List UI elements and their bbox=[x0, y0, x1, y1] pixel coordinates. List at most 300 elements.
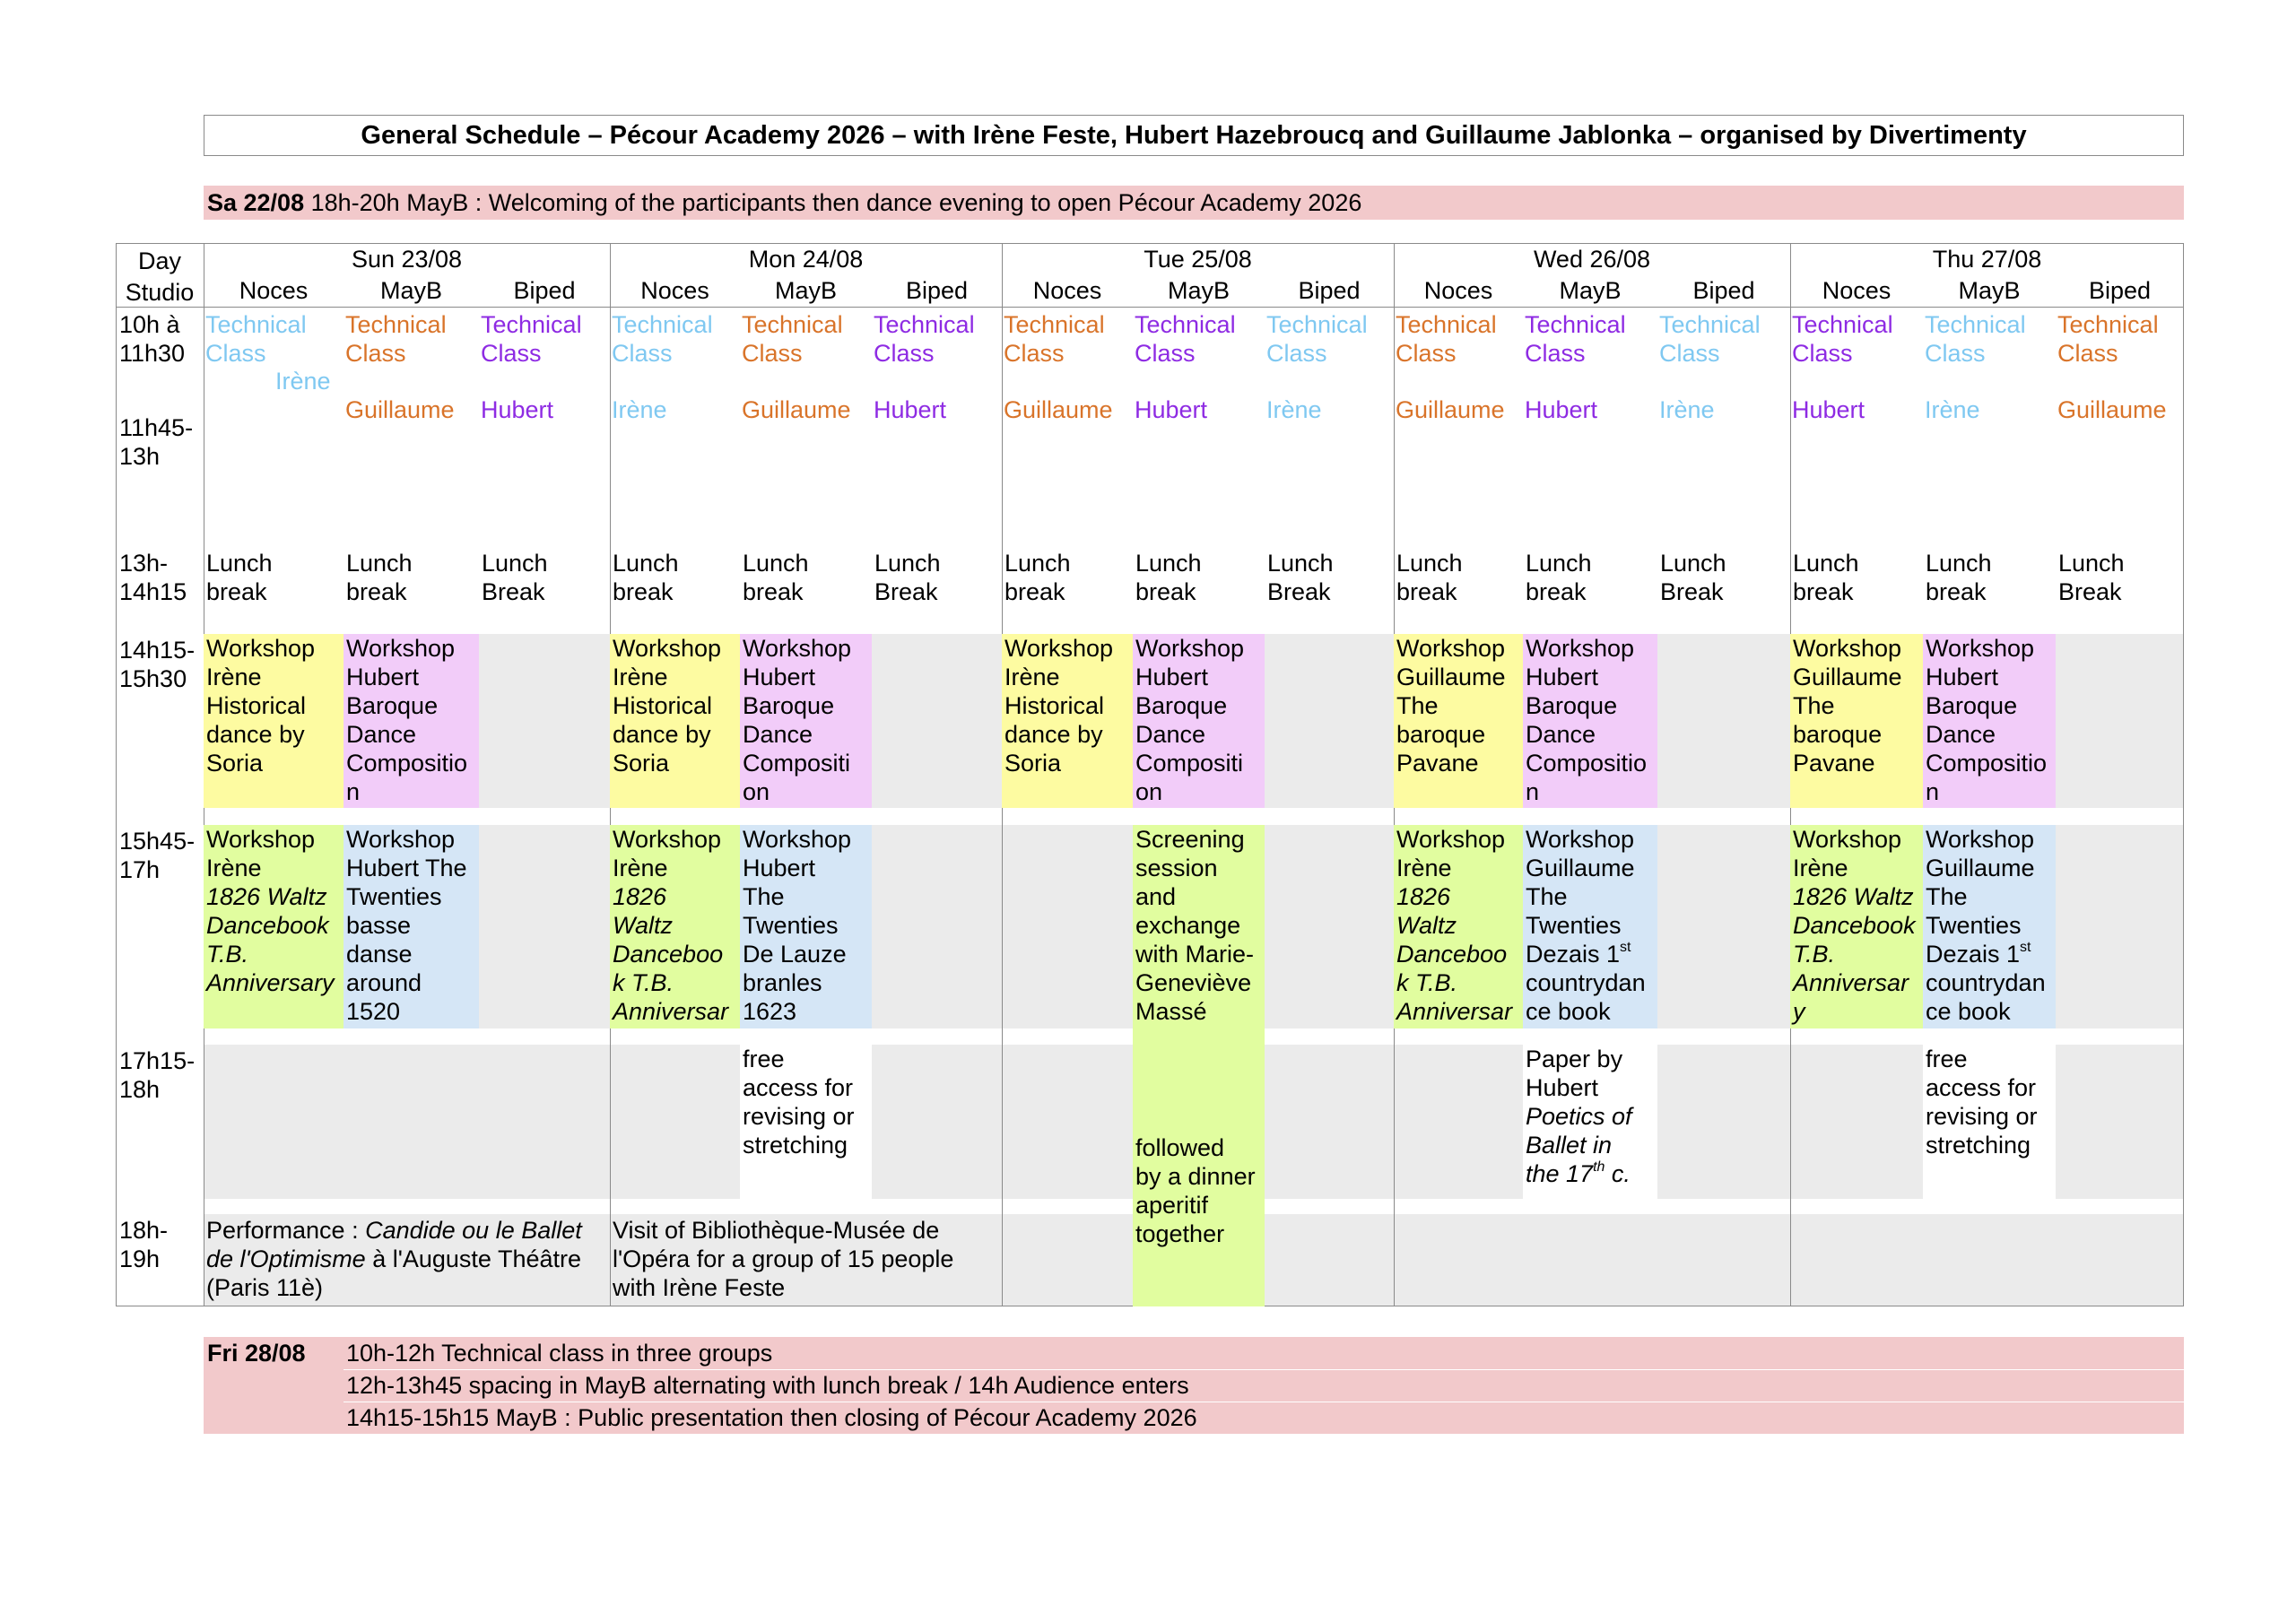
ws-line: Dancebook bbox=[206, 912, 329, 939]
lunch-cell bbox=[1523, 549, 1592, 606]
screening-line: Geneviève bbox=[1135, 969, 1252, 996]
perf-italic: Candide ou le Ballet bbox=[365, 1217, 582, 1244]
closing-line: 10h-12h Technical class in three groups bbox=[346, 1340, 773, 1367]
technical-class bbox=[345, 310, 447, 368]
tc-line: Class bbox=[1792, 340, 1853, 367]
followed-line: together bbox=[1135, 1220, 1225, 1247]
screening-line: session bbox=[1135, 855, 1218, 881]
lunch-text: Lunch bbox=[206, 550, 273, 577]
ws-line: T.B. bbox=[206, 941, 249, 968]
ws-line: Twenties bbox=[1526, 912, 1622, 939]
lunch-text: Lunch bbox=[1926, 550, 1992, 577]
ws-line: Waltz bbox=[1396, 912, 1457, 939]
tc-line: Class bbox=[1135, 340, 1196, 367]
ws-line: Irène bbox=[206, 855, 262, 881]
ws-line: ce book bbox=[1526, 998, 1611, 1025]
ws-line: Compositio bbox=[1926, 750, 2048, 777]
lunch-text: break bbox=[206, 578, 267, 605]
time-text: 15h30 bbox=[119, 665, 187, 692]
paper-line: Paper by bbox=[1526, 1046, 1623, 1072]
ws-line: The bbox=[1526, 883, 1568, 910]
followed-line: aperitif bbox=[1135, 1192, 1209, 1219]
lunch-text: Lunch bbox=[743, 550, 809, 577]
ws-line: Workshop bbox=[1135, 635, 1245, 662]
studio-header: Noces bbox=[1822, 277, 1892, 304]
workshop-irene-waltz bbox=[1394, 825, 1523, 1028]
lunch-text: Lunch bbox=[1396, 550, 1463, 577]
lunch-text: Lunch bbox=[1660, 550, 1726, 577]
time-text: 14h15 bbox=[119, 578, 187, 605]
paper-line: Hubert bbox=[1526, 1074, 1599, 1101]
paper-line bbox=[1526, 1159, 1657, 1188]
free-line: revising or bbox=[743, 1103, 855, 1130]
lunch-text: Lunch bbox=[613, 550, 679, 577]
tc-line: Class bbox=[742, 340, 803, 367]
ws-line: 1826 Waltz bbox=[1793, 883, 1914, 910]
technical-class bbox=[1135, 310, 1236, 368]
studio-header: MayB bbox=[1167, 277, 1231, 304]
workshop-hubert-baroque bbox=[1923, 634, 2056, 808]
technical-class bbox=[1396, 310, 1497, 368]
lunch-text: break bbox=[1526, 578, 1587, 605]
time-text: 13h bbox=[119, 443, 161, 470]
technical-class bbox=[742, 310, 843, 368]
teacher-name: Guillaume bbox=[1396, 396, 1505, 423]
workshop-guillaume-pavane bbox=[1790, 634, 1923, 808]
ws-line: Dance bbox=[1926, 721, 1996, 748]
ws-line: Dance bbox=[743, 721, 813, 748]
free-line: free bbox=[743, 1046, 785, 1072]
workshop-irene-waltz bbox=[204, 825, 344, 1028]
tc-line: Class bbox=[612, 340, 673, 367]
time-text: 11h30 bbox=[119, 340, 186, 367]
ws-line: Pavane bbox=[1396, 750, 1479, 777]
ws-line: Hubert The bbox=[346, 855, 467, 881]
workshop-irene-soria bbox=[1002, 634, 1133, 808]
tc-line: Technical bbox=[1925, 311, 2026, 338]
header-divider bbox=[116, 307, 2184, 308]
ws-text: Dezais 1 bbox=[1526, 941, 1621, 968]
visit-line: Visit of Bibliothèque-Musée de bbox=[613, 1217, 940, 1244]
lunch-text: Lunch bbox=[1267, 550, 1334, 577]
ws-line: Guillaume bbox=[1526, 855, 1635, 881]
tc-line: Class bbox=[1266, 340, 1327, 367]
technical-class bbox=[1266, 310, 1368, 368]
ws-line: countrydan bbox=[1926, 969, 2046, 996]
ws-line: The bbox=[1926, 883, 1968, 910]
ws-line: Workshop bbox=[1926, 635, 2035, 662]
perf-italic: de l'Optimisme bbox=[206, 1245, 366, 1272]
ws-line: Dance bbox=[346, 721, 417, 748]
ws-line: basse bbox=[346, 912, 412, 939]
lunch-text: Break bbox=[1660, 578, 1724, 605]
lunch-cell bbox=[1133, 549, 1202, 606]
ws-line: Historical bbox=[1004, 692, 1105, 719]
superscript: st bbox=[1620, 940, 1631, 955]
ws-line: n bbox=[1526, 778, 1540, 805]
teacher-name: Guillaume bbox=[742, 396, 851, 423]
ws-line: Soria bbox=[1004, 750, 1062, 777]
lunch-text: Lunch bbox=[1135, 550, 1202, 577]
lunch-text: break bbox=[346, 578, 407, 605]
ws-line: branles bbox=[743, 969, 822, 996]
ws-line: Guillaume bbox=[1396, 664, 1506, 690]
ws-line: around bbox=[346, 969, 422, 996]
time-slot-3 bbox=[119, 549, 202, 606]
tc-line: Class bbox=[1004, 340, 1065, 367]
lunch-cell bbox=[1265, 549, 1334, 606]
ws-line: Hubert bbox=[1135, 664, 1209, 690]
workshop-hubert-baroque bbox=[344, 634, 479, 808]
time-text: 17h bbox=[119, 856, 161, 883]
technical-class bbox=[2057, 310, 2159, 368]
free-line: revising or bbox=[1926, 1103, 2038, 1130]
studio-header: Noces bbox=[1423, 277, 1493, 304]
ws-line: 1826 Waltz bbox=[206, 883, 327, 910]
perf-text: à l'Auguste Théâtre bbox=[365, 1245, 582, 1272]
ws-line bbox=[1926, 940, 2056, 968]
workshop-irene-waltz bbox=[1790, 825, 1923, 1028]
tc-line: Class bbox=[1396, 340, 1457, 367]
lunch-text: break bbox=[1004, 578, 1065, 605]
free-access bbox=[740, 1045, 872, 1199]
ws-line: Irène bbox=[206, 664, 262, 690]
ws-line: baroque bbox=[1793, 721, 1883, 748]
lunch-cell bbox=[2056, 549, 2125, 606]
ws-line: 1826 bbox=[1396, 883, 1451, 910]
lunch-cell bbox=[1002, 549, 1071, 606]
ws-line: T.B. bbox=[1793, 941, 1836, 968]
ws-line: Pavane bbox=[1793, 750, 1875, 777]
day-header: Mon 24/08 bbox=[748, 246, 864, 273]
ws-line: Baroque bbox=[1135, 692, 1228, 719]
ws-line: Hubert bbox=[1526, 664, 1599, 690]
ws-line: Baroque bbox=[346, 692, 439, 719]
workshop-irene-soria bbox=[610, 634, 740, 808]
ws-text: Dezais 1 bbox=[1926, 941, 2021, 968]
ws-line: Guillaume bbox=[1793, 664, 1902, 690]
followed-line: by a dinner bbox=[1135, 1163, 1256, 1190]
ws-line: Danceboo bbox=[613, 941, 724, 968]
ws-line: Workshop bbox=[206, 635, 316, 662]
lunch-cell bbox=[344, 549, 413, 606]
time-slot-2 bbox=[119, 413, 202, 471]
tc-line: Class bbox=[874, 340, 935, 367]
day-header: Sun 23/08 bbox=[351, 246, 463, 273]
tc-line: Technical bbox=[345, 311, 447, 338]
time-text: 11h45- bbox=[119, 414, 194, 441]
tc-line: Technical bbox=[205, 311, 307, 338]
screening-line: Massé bbox=[1135, 998, 1207, 1025]
ws-line: k T.B. bbox=[613, 969, 674, 996]
lunch-text: break bbox=[1926, 578, 1987, 605]
lunch-text: break bbox=[1396, 578, 1457, 605]
technical-class bbox=[1659, 310, 1761, 368]
lunch-cell bbox=[1394, 549, 1463, 606]
time-slot-5 bbox=[119, 827, 202, 884]
lunch-text: break bbox=[1793, 578, 1854, 605]
teacher-name: Hubert bbox=[1135, 396, 1208, 423]
teacher-name: Hubert bbox=[1525, 396, 1598, 423]
lunch-text: Lunch bbox=[874, 550, 941, 577]
ws-line: Workshop bbox=[346, 635, 456, 662]
day-header: Wed 26/08 bbox=[1533, 246, 1651, 273]
performance bbox=[204, 1216, 610, 1302]
ws-line: Workshop bbox=[346, 826, 456, 853]
lunch-text: break bbox=[743, 578, 804, 605]
ws-line: Historical bbox=[206, 692, 307, 719]
lunch-text: Lunch bbox=[346, 550, 413, 577]
time-text: 19h bbox=[119, 1245, 161, 1272]
tc-line: Technical bbox=[742, 311, 843, 338]
teacher-name: Guillaume bbox=[1004, 396, 1113, 423]
lunch-text: Break bbox=[482, 578, 545, 605]
technical-class bbox=[1925, 310, 2026, 368]
paper-hubert bbox=[1523, 1045, 1657, 1199]
ws-line: Dance bbox=[1135, 721, 1206, 748]
visit-line: with Irène Feste bbox=[613, 1274, 786, 1301]
ws-line: y bbox=[1793, 998, 1805, 1025]
technical-class bbox=[481, 310, 582, 368]
ws-line: Irène bbox=[1004, 664, 1060, 690]
ws-line: Workshop bbox=[1396, 635, 1506, 662]
lunch-text: Break bbox=[874, 578, 938, 605]
free-access bbox=[1923, 1045, 2056, 1199]
tc-line: Technical bbox=[1525, 311, 1626, 338]
opening-text: 18h-20h MayB : Welcoming of the participants then dance evening to open Pécour Academy 2026 bbox=[310, 189, 1362, 216]
tc-line: Technical bbox=[612, 311, 713, 338]
tc-line: Class bbox=[205, 340, 266, 367]
teacher-name: Guillaume bbox=[345, 396, 455, 423]
day-header: Thu 27/08 bbox=[1932, 246, 2042, 273]
lunch-text: Lunch bbox=[1793, 550, 1859, 577]
ws-line: Danceboo bbox=[1396, 941, 1508, 968]
tc-line: Technical bbox=[1659, 311, 1761, 338]
ws-line: The bbox=[1396, 692, 1439, 719]
ws-line: k T.B. bbox=[1396, 969, 1458, 996]
teacher-name: Irène bbox=[275, 368, 331, 395]
perf-line: (Paris 11è) bbox=[206, 1274, 324, 1301]
ws-line: Hubert bbox=[743, 855, 816, 881]
free-line: access for bbox=[743, 1074, 854, 1101]
closing-line: 12h-13h45 spacing in MayB alternating with lunch break / 14h Audience enters bbox=[346, 1372, 1189, 1399]
screening-line: Screening bbox=[1135, 826, 1245, 853]
time-text: 17h15- bbox=[119, 1047, 196, 1074]
ws-line: Workshop bbox=[206, 826, 316, 853]
teacher-name: Irène bbox=[1266, 396, 1322, 423]
tc-line: Class bbox=[345, 340, 406, 367]
ws-line: Hubert bbox=[743, 664, 816, 690]
paper-line bbox=[1526, 1131, 1657, 1159]
lunch-text: Break bbox=[2058, 578, 2122, 605]
ws-line: countrydan bbox=[1526, 969, 1646, 996]
perf-text: Performance : bbox=[206, 1217, 366, 1244]
studio-header: Noces bbox=[239, 277, 309, 304]
teacher-name: Irène bbox=[1925, 396, 1980, 423]
superscript: th bbox=[1593, 1159, 1605, 1175]
teacher-name: Hubert bbox=[481, 396, 554, 423]
paper-italic: the 17 bbox=[1526, 1160, 1594, 1187]
ws-line: Workshop bbox=[1004, 635, 1114, 662]
ws-line: Workshop bbox=[1396, 826, 1506, 853]
ws-line: Baroque bbox=[1926, 692, 2018, 719]
ws-line: Twenties bbox=[346, 883, 442, 910]
workshop-irene-soria bbox=[204, 634, 344, 808]
lunch-cell bbox=[204, 549, 273, 606]
ws-line bbox=[1526, 940, 1657, 968]
studio-header: Biped bbox=[2088, 277, 2152, 304]
ws-line: Twenties bbox=[743, 912, 839, 939]
time-text: 18h- bbox=[119, 1217, 169, 1244]
ws-line: 1623 bbox=[743, 998, 797, 1025]
closing-line: 14h15-15h15 MayB : Public presentation then closing of Pécour Academy 2026 bbox=[346, 1404, 1197, 1431]
time-slot-4 bbox=[119, 636, 202, 693]
teacher-name: Guillaume bbox=[2057, 396, 2167, 423]
technical-class bbox=[874, 310, 975, 368]
studio-header: MayB bbox=[379, 277, 443, 304]
opening-event bbox=[204, 186, 2184, 220]
ws-line: on bbox=[1135, 778, 1163, 805]
time-text: 10h à bbox=[119, 311, 180, 338]
workshop-hubert-twenties bbox=[740, 825, 872, 1028]
lunch-cell bbox=[479, 549, 548, 606]
ws-line: Hubert bbox=[1926, 664, 1999, 690]
studio-header: Noces bbox=[1032, 277, 1102, 304]
workshop-irene-waltz bbox=[610, 825, 740, 1028]
lunch-text: Break bbox=[1267, 578, 1331, 605]
time-text: 13h- bbox=[119, 550, 169, 577]
ws-line: on bbox=[743, 778, 770, 805]
free-line: stretching bbox=[1926, 1132, 2031, 1159]
ws-line: dance by bbox=[613, 721, 711, 748]
tc-line: Technical bbox=[874, 311, 975, 338]
ws-line: Compositi bbox=[743, 750, 851, 777]
closing-divider bbox=[344, 1369, 2184, 1370]
lunch-text: Lunch bbox=[482, 550, 548, 577]
tc-line: Class bbox=[481, 340, 542, 367]
workshop-hubert-baroque bbox=[1133, 634, 1265, 808]
ws-line: n bbox=[1926, 778, 1940, 805]
ws-line: Twenties bbox=[1926, 912, 2022, 939]
free-line: free bbox=[1926, 1046, 1968, 1072]
ws-line: Workshop bbox=[613, 826, 722, 853]
tc-line: Technical bbox=[481, 311, 582, 338]
time-slot-1 bbox=[119, 310, 202, 368]
workshop-hubert-baroque bbox=[1523, 634, 1657, 808]
lunch-cell bbox=[872, 549, 941, 606]
lunch-text: break bbox=[1135, 578, 1196, 605]
time-slot-7 bbox=[119, 1216, 202, 1273]
lunch-cell bbox=[1657, 549, 1726, 606]
ws-line: Waltz bbox=[613, 912, 674, 939]
workshop-hubert-twenties bbox=[344, 825, 479, 1028]
ws-line: Irène bbox=[613, 664, 668, 690]
tc-line: Technical bbox=[2057, 311, 2159, 338]
library-visit bbox=[610, 1216, 1002, 1302]
workshop-hubert-baroque bbox=[740, 634, 872, 808]
visit-line: l'Opéra for a group of 15 people bbox=[613, 1245, 954, 1272]
ws-line: Workshop bbox=[1926, 826, 2035, 853]
time-text: 15h45- bbox=[119, 828, 196, 855]
ws-line: Baroque bbox=[743, 692, 835, 719]
paper-line bbox=[1526, 1102, 1657, 1131]
ws-line: ce book bbox=[1926, 998, 2011, 1025]
ws-line: Workshop bbox=[1793, 635, 1902, 662]
paper-italic: c. bbox=[1605, 1160, 1631, 1187]
ws-line: Anniversar bbox=[613, 998, 729, 1025]
screening-line: exchange bbox=[1135, 912, 1241, 939]
ws-line: Workshop bbox=[743, 635, 852, 662]
studio-header: Noces bbox=[640, 277, 709, 304]
perf-line bbox=[206, 1216, 610, 1245]
ws-line: De Lauze bbox=[743, 941, 847, 968]
ws-line: Dance bbox=[1526, 721, 1596, 748]
tc-line: Class bbox=[1925, 340, 1986, 367]
ws-line: Anniversar bbox=[1793, 969, 1909, 996]
ws-line: Hubert bbox=[346, 664, 420, 690]
studio-label: Studio bbox=[125, 279, 195, 306]
ws-line: Compositio bbox=[346, 750, 468, 777]
studio-header: MayB bbox=[774, 277, 838, 304]
day-header: Tue 25/08 bbox=[1144, 246, 1252, 273]
closing-day: Fri 28/08 bbox=[207, 1340, 306, 1367]
teacher-name: Irène bbox=[1659, 396, 1715, 423]
time-text: 14h15- bbox=[119, 637, 196, 664]
ws-line: Workshop bbox=[613, 635, 722, 662]
tc-line: Technical bbox=[1004, 311, 1105, 338]
free-line: stretching bbox=[743, 1132, 848, 1159]
ws-line: dance by bbox=[1004, 721, 1103, 748]
free-line: access for bbox=[1926, 1074, 2037, 1101]
ws-line: 1826 bbox=[613, 883, 667, 910]
paper-italic: Poetics of bbox=[1526, 1103, 1632, 1130]
time-slot-6 bbox=[119, 1046, 202, 1104]
tc-line: Class bbox=[1659, 340, 1720, 367]
lunch-text: Lunch bbox=[1004, 550, 1071, 577]
workshop-guillaume-pavane bbox=[1394, 634, 1523, 808]
ws-line: baroque bbox=[1396, 721, 1486, 748]
teacher-name: Hubert bbox=[874, 396, 947, 423]
ws-line: Dancebook bbox=[1793, 912, 1916, 939]
screening-line: and bbox=[1135, 883, 1177, 910]
workshop-guillaume-dezais bbox=[1523, 825, 1657, 1028]
studio-header: MayB bbox=[1958, 277, 2021, 304]
time-text: 18h bbox=[119, 1076, 161, 1103]
superscript: st bbox=[2020, 940, 2031, 955]
studio-header: Biped bbox=[1692, 277, 1755, 304]
ws-line: dance by bbox=[206, 721, 305, 748]
studio-header: Biped bbox=[905, 277, 969, 304]
technical-class bbox=[1525, 310, 1626, 368]
ws-line: The bbox=[1793, 692, 1835, 719]
studio-header: Biped bbox=[1298, 277, 1361, 304]
perf-line bbox=[206, 1245, 610, 1273]
tc-line: Technical bbox=[1792, 311, 1893, 338]
ws-line: Workshop bbox=[1793, 826, 1902, 853]
studio-header: Biped bbox=[513, 277, 576, 304]
ws-line: danse bbox=[346, 941, 413, 968]
technical-class bbox=[1004, 310, 1105, 368]
ws-line: 1520 bbox=[346, 998, 401, 1025]
ws-line: The bbox=[743, 883, 785, 910]
lunch-cell bbox=[610, 549, 679, 606]
technical-class bbox=[612, 310, 713, 368]
teacher-name: Hubert bbox=[1792, 396, 1866, 423]
lunch-text: break bbox=[613, 578, 674, 605]
tc-line: Class bbox=[2057, 340, 2118, 367]
tc-line: Technical bbox=[1135, 311, 1236, 338]
technical-class bbox=[1792, 310, 1893, 368]
